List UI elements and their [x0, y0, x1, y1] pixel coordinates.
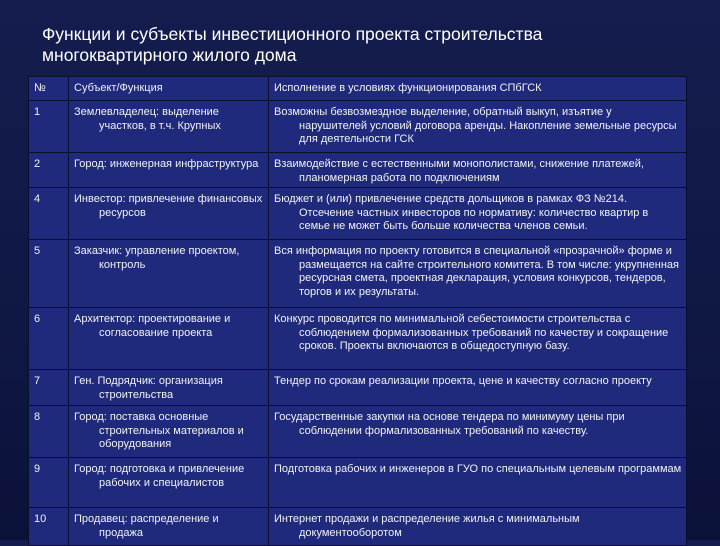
row-number: 10 [29, 508, 69, 546]
row-execution: Взаимодействие с естественными монополистами, снижение платежей, планомерная работа по подключениям [274, 158, 644, 184]
table-row [29, 240, 687, 308]
row-subject: Город: поставка основные строительных материалов и оборудования [74, 411, 244, 450]
row-number: 5 [29, 240, 69, 308]
row-number: 9 [29, 458, 69, 508]
table-row [29, 153, 687, 188]
row-subject: Город: подготовка и привлечение рабочих и специалистов [74, 463, 245, 489]
row-subject: Инвестор: привлечение финансовых ресурсов [74, 193, 263, 219]
row-execution: Бюджет и (или) привлечение средств дольщиков в рамках ФЗ №214. Отсечение частных инвесторов по нормативу: количество квартир в семье не может быть больше количества членов семьи. [274, 193, 649, 232]
row-number: 2 [29, 153, 69, 188]
header-number: № [29, 77, 69, 101]
functions-table-wrapper [28, 76, 686, 546]
row-subject: Заказчик: управление проектом, контроль [74, 245, 240, 271]
row-number: 7 [29, 370, 69, 406]
header-subject: Субъект/Функция [69, 77, 269, 101]
table-row [29, 370, 687, 406]
row-number: 1 [29, 101, 69, 153]
table-header-row [29, 77, 687, 101]
table-row [29, 406, 687, 458]
functions-table [28, 76, 687, 546]
row-execution: Конкурс проводится по минимальной себестоимости строительства с соблюдением формализованных требований по качеству и сокращение сроков. Проекты включаются в общедоступную базу. [274, 313, 669, 352]
row-execution: Подготовка рабочих и инженеров в ГУО по специальным целевым программам [274, 463, 682, 475]
table-row [29, 101, 687, 153]
table-row [29, 308, 687, 370]
row-subject: Ген. Подрядчик: организация строительства [74, 375, 223, 401]
row-subject: Город: инженерная инфраструктура [74, 158, 259, 170]
row-number: 8 [29, 406, 69, 458]
row-execution: Возможны безвозмездное выделение, обратный выкуп, изъятие у нарушителей условий договора аренды. Накопление земельные ресурсы для деятельности ГСК [274, 106, 677, 145]
table-row [29, 458, 687, 508]
row-execution: Тендер по срокам реализации проекта, цене и качеству согласно проекту [274, 375, 652, 387]
table-row [29, 188, 687, 240]
row-subject: Архитектор: проектирование и согласование проекта [74, 313, 231, 339]
row-number: 4 [29, 188, 69, 240]
row-execution: Вся информация по проекту готовится в специальной «прозрачной» форме и размещается на сайте строительного комитета. В том числе: укрупненная ресурсная смета, проектная декларация, условия конкурсов, тендеров, торгов и их результаты. [274, 245, 679, 298]
row-subject: Продавец: распределение и продажа [74, 513, 219, 539]
row-number: 6 [29, 308, 69, 370]
row-subject: Землевладелец: выделение участков, в т.ч. Крупных [74, 106, 221, 132]
slide-title: Функции и субъекты инвестиционного проекта строительства многоквартирного жилого дома [42, 24, 543, 65]
header-execution: Исполнение в условиях функционирования СПбГСК [269, 77, 687, 101]
row-execution: Государственные закупки на основе тендера по минимуму цены при соблюдении формализованных требований по качеству. [274, 411, 625, 437]
row-execution: Интернет продажи и распределение жилья с минимальным документооборотом [274, 513, 580, 539]
